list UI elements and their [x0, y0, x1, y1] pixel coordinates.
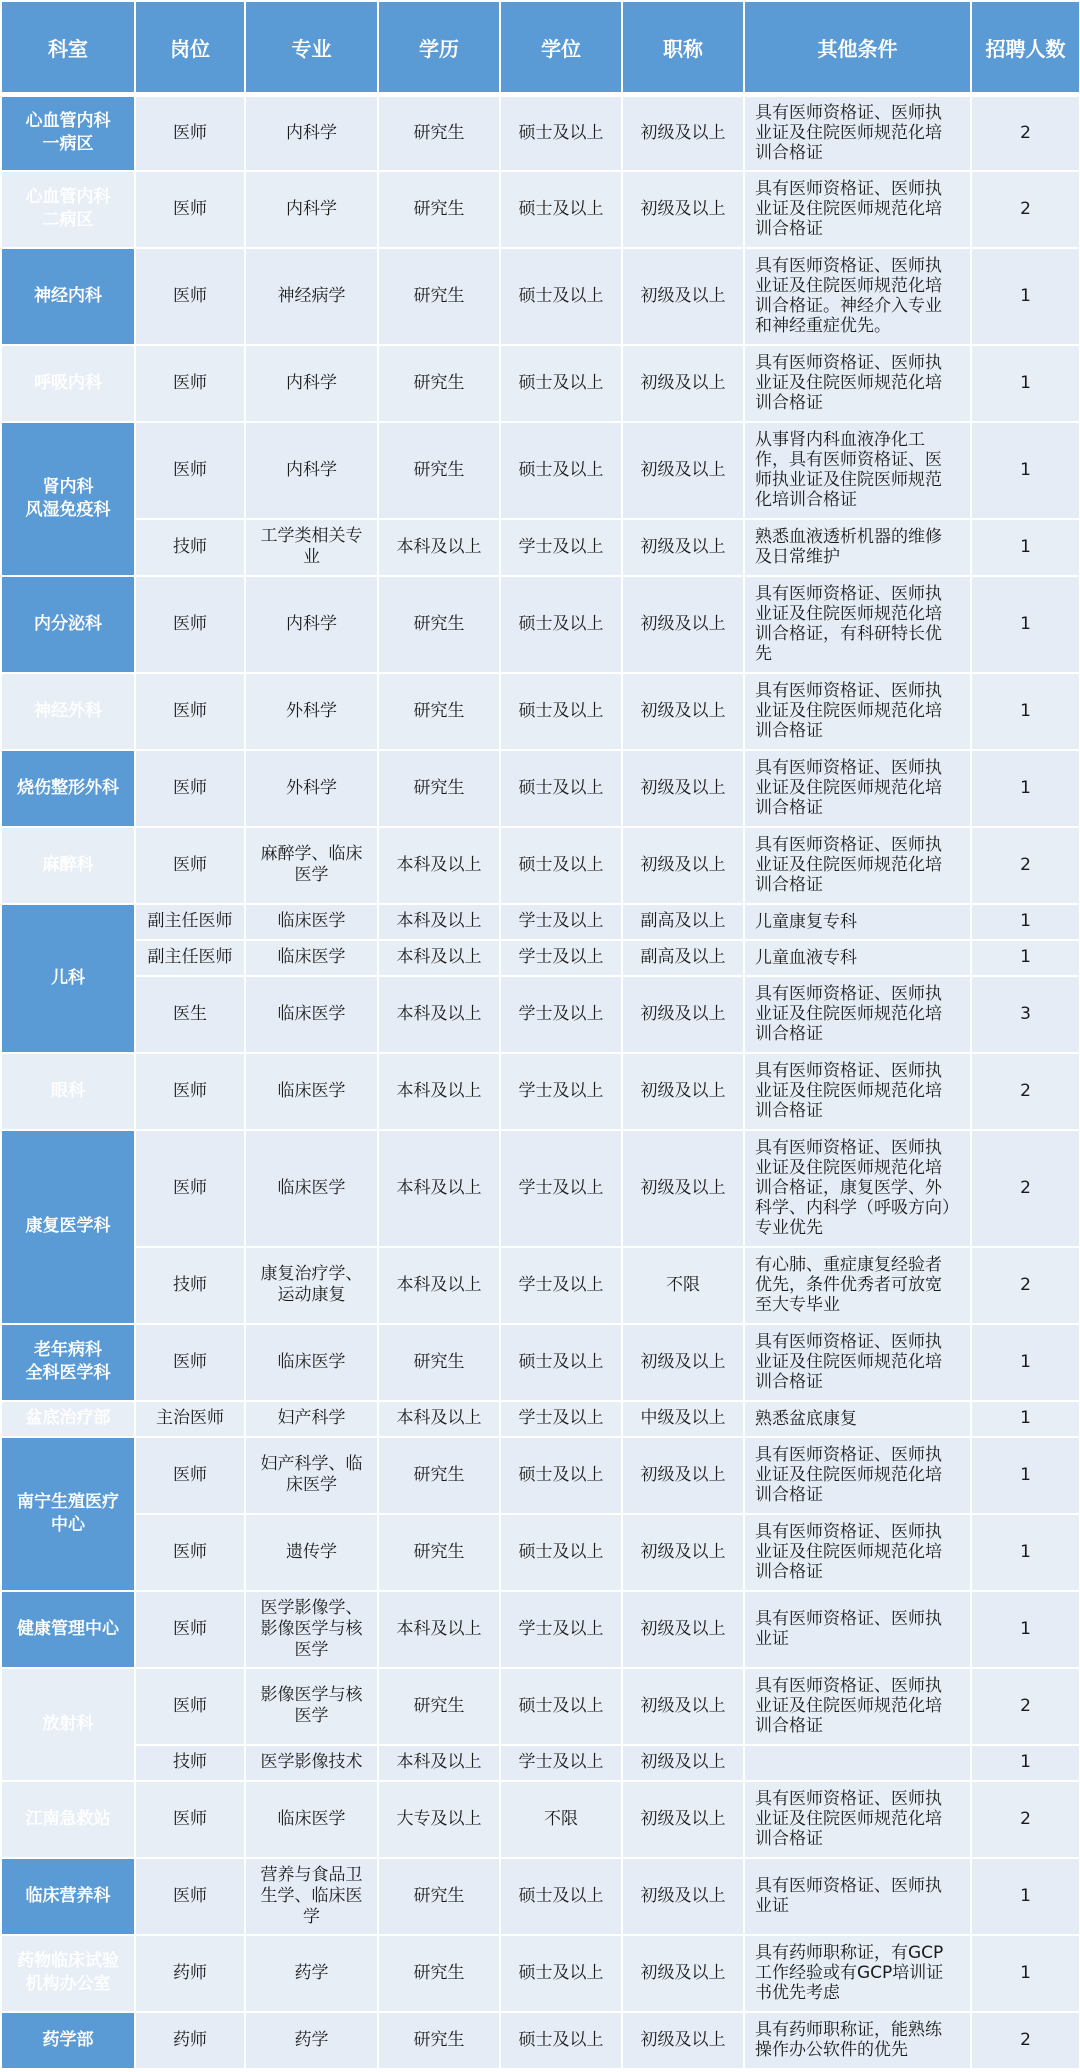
education-cell: 研究生 [378, 1935, 500, 2012]
degree-cell: 学士及以上 [500, 1401, 622, 1437]
major-cell: 内科学 [245, 576, 378, 673]
degree-cell: 硕士及以上 [500, 95, 622, 171]
department-cell [1, 1401, 135, 1437]
title-cell: 初级及以上 [622, 1858, 744, 1935]
position-cell: 医师 [135, 1858, 245, 1935]
department-name: 烧伤整形外科 [17, 777, 119, 798]
conditions-cell: 具有医师资格证、医师执业证及住院医师规范化培训合格证 [744, 1781, 971, 1858]
position-cell: 医师 [135, 576, 245, 673]
header-other-conditions: 其他条件 [744, 1, 971, 95]
headcount-cell: 2 [971, 827, 1080, 904]
header-education: 学历 [378, 1, 500, 95]
major-cell: 临床医学 [245, 1130, 378, 1247]
headcount-cell: 1 [971, 345, 1080, 422]
table-row [1, 1745, 1080, 1781]
education-cell: 本科及以上 [378, 1401, 500, 1437]
conditions-cell: 具有医师资格证、医师执业证及住院医师规范化培训合格证，有科研特长优先 [744, 576, 971, 673]
position-cell: 副主任医师 [135, 940, 245, 976]
degree-cell: 硕士及以上 [500, 248, 622, 345]
position-cell: 医师 [135, 422, 245, 519]
education-cell: 研究生 [378, 248, 500, 345]
table-row [1, 95, 1080, 171]
title-cell: 初级及以上 [622, 976, 744, 1053]
education-cell: 研究生 [378, 673, 500, 750]
table-row [1, 750, 1080, 827]
education-cell: 研究生 [378, 1858, 500, 1935]
headcount-cell: 3 [971, 976, 1080, 1053]
major-cell: 医学影像技术 [245, 1745, 378, 1781]
conditions-cell: 具有医师资格证、医师执业证及住院医师规范化培训合格证 [744, 1514, 971, 1591]
department-cell [1, 95, 135, 171]
conditions-cell: 具有医师资格证、医师执业证及住院医师规范化培训合格证，康复医学、外科学、内科学（呼吸方向）专业优先 [744, 1130, 971, 1247]
department-name: 药物临床试验 机构办公室 [17, 1951, 119, 1994]
title-cell: 初级及以上 [622, 1591, 744, 1668]
headcount-cell: 1 [971, 1858, 1080, 1935]
department-name: 麻醉科 [42, 854, 94, 875]
degree-cell: 硕士及以上 [500, 1324, 622, 1401]
education-cell: 大专及以上 [378, 1781, 500, 1858]
table-row [1, 2012, 1080, 2069]
major-cell: 临床医学 [245, 1324, 378, 1401]
headcount-cell: 1 [971, 576, 1080, 673]
department-cell [1, 1324, 135, 1401]
major-cell: 工学类相关专业 [245, 519, 378, 576]
department-name: 神经外科 [34, 700, 102, 721]
major-cell: 药学 [245, 1935, 378, 2012]
headcount-cell: 2 [971, 2012, 1080, 2069]
conditions-cell: 有心肺、重症康复经验者优先，条件优秀者可放宽至大专毕业 [744, 1247, 971, 1324]
table-row [1, 1935, 1080, 2012]
conditions-cell: 具有医师资格证、医师执业证 [744, 1591, 971, 1668]
degree-cell: 学士及以上 [500, 1745, 622, 1781]
header-headcount: 招聘人数 [971, 1, 1080, 95]
major-cell: 内科学 [245, 345, 378, 422]
conditions-cell: 具有医师资格证、医师执业证及住院医师规范化培训合格证 [744, 95, 971, 171]
department-cell [1, 2012, 135, 2069]
degree-cell: 学士及以上 [500, 940, 622, 976]
headcount-cell: 2 [971, 171, 1080, 248]
headcount-cell: 1 [971, 519, 1080, 576]
major-cell: 临床医学 [245, 976, 378, 1053]
conditions-cell: 熟悉血液透析机器的维修及日常维护 [744, 519, 971, 576]
department-name: 肾内科 风湿免疫科 [25, 476, 111, 520]
degree-cell: 学士及以上 [500, 1130, 622, 1247]
headcount-cell: 1 [971, 1324, 1080, 1401]
headcount-cell: 1 [971, 673, 1080, 750]
major-cell: 临床医学 [245, 904, 378, 940]
department-name: 临床营养科 [25, 1885, 111, 1906]
major-cell: 外科学 [245, 673, 378, 750]
headcount-cell: 1 [971, 750, 1080, 827]
conditions-cell: 熟悉盆底康复 [744, 1401, 971, 1437]
degree-cell: 学士及以上 [500, 1053, 622, 1130]
department-cell [1, 422, 135, 576]
major-cell: 内科学 [245, 171, 378, 248]
conditions-cell: 具有医师资格证、医师执业证及住院医师规范化培训合格证 [744, 976, 971, 1053]
department-name: 康复医学科 [25, 1216, 111, 1236]
education-cell: 研究生 [378, 1437, 500, 1514]
degree-cell: 学士及以上 [500, 1247, 622, 1324]
title-cell: 初级及以上 [622, 95, 744, 171]
degree-cell: 硕士及以上 [500, 1935, 622, 2012]
title-cell: 初级及以上 [622, 827, 744, 904]
major-cell: 影像医学与核医学 [245, 1668, 378, 1745]
table-row [1, 519, 1080, 576]
conditions-cell: 具有医师资格证、医师执业证及住院医师规范化培训合格证。神经介入专业和神经重症优先。 [744, 248, 971, 345]
position-cell: 医师 [135, 673, 245, 750]
table-body [1, 95, 1080, 2069]
table-row [1, 1247, 1080, 1324]
headcount-cell: 1 [971, 1591, 1080, 1668]
degree-cell: 学士及以上 [500, 976, 622, 1053]
department-cell [1, 750, 135, 827]
conditions-cell: 儿童康复专科 [744, 904, 971, 940]
major-cell: 妇产科学 [245, 1401, 378, 1437]
headcount-cell: 2 [971, 1668, 1080, 1745]
major-cell: 遗传学 [245, 1514, 378, 1591]
position-cell: 技师 [135, 1247, 245, 1324]
position-cell: 技师 [135, 1745, 245, 1781]
major-cell: 临床医学 [245, 1781, 378, 1858]
headcount-cell: 2 [971, 1247, 1080, 1324]
department-name: 内分泌科 [34, 613, 102, 634]
department-cell [1, 171, 135, 248]
title-cell: 初级及以上 [622, 1745, 744, 1781]
degree-cell: 学士及以上 [500, 519, 622, 576]
department-cell [1, 1130, 135, 1324]
education-cell: 本科及以上 [378, 1247, 500, 1324]
title-cell: 初级及以上 [622, 1053, 744, 1130]
position-cell: 医师 [135, 248, 245, 345]
department-name: 江南急救站 [25, 1808, 111, 1829]
degree-cell: 硕士及以上 [500, 827, 622, 904]
department-cell [1, 1591, 135, 1668]
department-cell [1, 1668, 135, 1781]
degree-cell: 硕士及以上 [500, 576, 622, 673]
major-cell: 神经病学 [245, 248, 378, 345]
department-cell [1, 1935, 135, 2012]
conditions-cell: 具有医师资格证、医师执业证 [744, 1858, 971, 1935]
degree-cell: 学士及以上 [500, 1591, 622, 1668]
header-title: 职称 [622, 1, 744, 95]
position-cell: 医师 [135, 1130, 245, 1247]
education-cell: 本科及以上 [378, 940, 500, 976]
department-cell [1, 248, 135, 345]
department-name: 眼科 [51, 1080, 85, 1101]
department-cell [1, 827, 135, 904]
department-cell [1, 1781, 135, 1858]
title-cell: 初级及以上 [622, 1514, 744, 1591]
major-cell: 临床医学 [245, 940, 378, 976]
major-cell: 内科学 [245, 422, 378, 519]
conditions-cell: 具有医师资格证、医师执业证及住院医师规范化培训合格证 [744, 673, 971, 750]
degree-cell: 硕士及以上 [500, 1514, 622, 1591]
title-cell: 初级及以上 [622, 1324, 744, 1401]
department-name: 心血管内科 一病区 [25, 111, 111, 155]
department-name: 药学部 [42, 2029, 94, 2050]
title-cell: 副高及以上 [622, 904, 744, 940]
degree-cell: 不限 [500, 1781, 622, 1858]
title-cell: 初级及以上 [622, 576, 744, 673]
department-name: 心血管内科 二病区 [25, 187, 111, 230]
education-cell: 本科及以上 [378, 519, 500, 576]
title-cell: 初级及以上 [622, 171, 744, 248]
headcount-cell: 1 [971, 248, 1080, 345]
table-row [1, 171, 1080, 248]
education-cell: 本科及以上 [378, 1745, 500, 1781]
headcount-cell: 1 [971, 1514, 1080, 1591]
education-cell: 本科及以上 [378, 1591, 500, 1668]
headcount-cell: 1 [971, 1401, 1080, 1437]
education-cell: 本科及以上 [378, 827, 500, 904]
position-cell: 医师 [135, 95, 245, 171]
department-name: 盆底治疗部 [25, 1408, 111, 1428]
table-row [1, 673, 1080, 750]
position-cell: 医师 [135, 1591, 245, 1668]
major-cell: 药学 [245, 2012, 378, 2069]
conditions-cell: 具有药师职称证，能熟练操作办公软件的优先 [744, 2012, 971, 2069]
conditions-cell [744, 1745, 971, 1781]
title-cell: 初级及以上 [622, 248, 744, 345]
degree-cell: 硕士及以上 [500, 1437, 622, 1514]
table-row [1, 1668, 1080, 1745]
major-cell: 临床医学 [245, 1053, 378, 1130]
table-row [1, 422, 1080, 519]
table-row [1, 1437, 1080, 1514]
education-cell: 研究生 [378, 95, 500, 171]
header-position: 岗位 [135, 1, 245, 95]
degree-cell: 硕士及以上 [500, 171, 622, 248]
title-cell: 初级及以上 [622, 1781, 744, 1858]
degree-cell: 硕士及以上 [500, 673, 622, 750]
position-cell: 技师 [135, 519, 245, 576]
position-cell: 医师 [135, 1668, 245, 1745]
major-cell: 医学影像学、影像医学与核医学 [245, 1591, 378, 1668]
degree-cell: 硕士及以上 [500, 345, 622, 422]
title-cell: 中级及以上 [622, 1401, 744, 1437]
table-row [1, 940, 1080, 976]
table-row [1, 904, 1080, 940]
position-cell: 医师 [135, 1053, 245, 1130]
department-name: 健康管理中心 [17, 1618, 119, 1639]
position-cell: 医师 [135, 1437, 245, 1514]
education-cell: 研究生 [378, 1668, 500, 1745]
title-cell: 初级及以上 [622, 519, 744, 576]
education-cell: 研究生 [378, 2012, 500, 2069]
table-header-row [1, 1, 1080, 95]
department-cell [1, 576, 135, 673]
title-cell: 不限 [622, 1247, 744, 1324]
headcount-cell: 2 [971, 1053, 1080, 1130]
title-cell: 初级及以上 [622, 1935, 744, 2012]
degree-cell: 硕士及以上 [500, 750, 622, 827]
conditions-cell: 具有医师资格证、医师执业证及住院医师规范化培训合格证 [744, 827, 971, 904]
title-cell: 初级及以上 [622, 673, 744, 750]
department-cell [1, 1053, 135, 1130]
education-cell: 本科及以上 [378, 976, 500, 1053]
headcount-cell: 2 [971, 95, 1080, 171]
major-cell: 妇产科学、临床医学 [245, 1437, 378, 1514]
table-row [1, 248, 1080, 345]
headcount-cell: 2 [971, 1781, 1080, 1858]
conditions-cell: 具有医师资格证、医师执业证及住院医师规范化培训合格证 [744, 345, 971, 422]
conditions-cell: 具有医师资格证、医师执业证及住院医师规范化培训合格证 [744, 1324, 971, 1401]
table-row [1, 1591, 1080, 1668]
department-name: 儿科 [51, 967, 85, 988]
degree-cell: 硕士及以上 [500, 1858, 622, 1935]
degree-cell: 学士及以上 [500, 904, 622, 940]
education-cell: 本科及以上 [378, 904, 500, 940]
table-row [1, 576, 1080, 673]
title-cell: 初级及以上 [622, 1130, 744, 1247]
headcount-cell: 2 [971, 1130, 1080, 1247]
title-cell: 副高及以上 [622, 940, 744, 976]
position-cell: 医师 [135, 171, 245, 248]
table-row [1, 1858, 1080, 1935]
header-department: 科室 [1, 1, 135, 95]
header-degree: 学位 [500, 1, 622, 95]
education-cell: 研究生 [378, 422, 500, 519]
department-cell [1, 673, 135, 750]
table-row [1, 1514, 1080, 1591]
conditions-cell: 具有医师资格证、医师执业证及住院医师规范化培训合格证 [744, 171, 971, 248]
position-cell: 药师 [135, 2012, 245, 2069]
department-cell [1, 345, 135, 422]
education-cell: 研究生 [378, 345, 500, 422]
conditions-cell: 具有医师资格证、医师执业证及住院医师规范化培训合格证 [744, 1437, 971, 1514]
title-cell: 初级及以上 [622, 1437, 744, 1514]
title-cell: 初级及以上 [622, 2012, 744, 2069]
position-cell: 医师 [135, 345, 245, 422]
major-cell: 康复治疗学、运动康复 [245, 1247, 378, 1324]
education-cell: 本科及以上 [378, 1130, 500, 1247]
department-cell [1, 1858, 135, 1935]
position-cell: 医师 [135, 827, 245, 904]
headcount-cell: 1 [971, 1935, 1080, 2012]
conditions-cell: 儿童血液专科 [744, 940, 971, 976]
department-name: 放射科 [42, 1713, 94, 1734]
major-cell: 外科学 [245, 750, 378, 827]
position-cell: 医师 [135, 1324, 245, 1401]
department-name: 老年病科 全科医学科 [25, 1340, 111, 1383]
title-cell: 初级及以上 [622, 750, 744, 827]
department-name: 呼吸内科 [34, 372, 102, 393]
headcount-cell: 1 [971, 904, 1080, 940]
position-cell: 医生 [135, 976, 245, 1053]
major-cell: 内科学 [245, 95, 378, 171]
education-cell: 研究生 [378, 750, 500, 827]
table-row [1, 1401, 1080, 1437]
conditions-cell: 具有医师资格证、医师执业证及住院医师规范化培训合格证 [744, 1668, 971, 1745]
major-cell: 营养与食品卫生学、临床医学 [245, 1858, 378, 1935]
table-row [1, 1130, 1080, 1247]
title-cell: 初级及以上 [622, 1668, 744, 1745]
position-cell: 副主任医师 [135, 904, 245, 940]
degree-cell: 硕士及以上 [500, 422, 622, 519]
conditions-cell: 从事肾内科血液净化工作，具有医师资格证、医师执业证及住院医师规范化培训合格证 [744, 422, 971, 519]
department-cell [1, 1437, 135, 1591]
table-row [1, 1781, 1080, 1858]
header-major: 专业 [245, 1, 378, 95]
department-name: 神经内科 [34, 285, 102, 306]
title-cell: 初级及以上 [622, 345, 744, 422]
headcount-cell: 1 [971, 940, 1080, 976]
table-row [1, 1324, 1080, 1401]
position-cell: 医师 [135, 750, 245, 827]
degree-cell: 硕士及以上 [500, 1668, 622, 1745]
major-cell: 麻醉学、临床医学 [245, 827, 378, 904]
table-row [1, 976, 1080, 1053]
conditions-cell: 具有药师职称证，有GCP工作经验或有GCP培训证书优先考虑 [744, 1935, 971, 2012]
conditions-cell: 具有医师资格证、医师执业证及住院医师规范化培训合格证 [744, 750, 971, 827]
title-cell: 初级及以上 [622, 422, 744, 519]
conditions-cell: 具有医师资格证、医师执业证及住院医师规范化培训合格证 [744, 1053, 971, 1130]
table-row [1, 1053, 1080, 1130]
headcount-cell: 1 [971, 422, 1080, 519]
education-cell: 研究生 [378, 1514, 500, 1591]
position-cell: 医师 [135, 1514, 245, 1591]
education-cell: 本科及以上 [378, 1053, 500, 1130]
education-cell: 研究生 [378, 171, 500, 248]
position-cell: 药师 [135, 1935, 245, 2012]
department-cell [1, 904, 135, 1053]
education-cell: 研究生 [378, 1324, 500, 1401]
table-row [1, 345, 1080, 422]
education-cell: 研究生 [378, 576, 500, 673]
position-cell: 医师 [135, 1781, 245, 1858]
department-name: 南宁生殖医疗 中心 [17, 1491, 119, 1535]
position-cell: 主治医师 [135, 1401, 245, 1437]
headcount-cell: 1 [971, 1745, 1080, 1781]
degree-cell: 硕士及以上 [500, 2012, 622, 2069]
table-row [1, 827, 1080, 904]
headcount-cell: 1 [971, 1437, 1080, 1514]
